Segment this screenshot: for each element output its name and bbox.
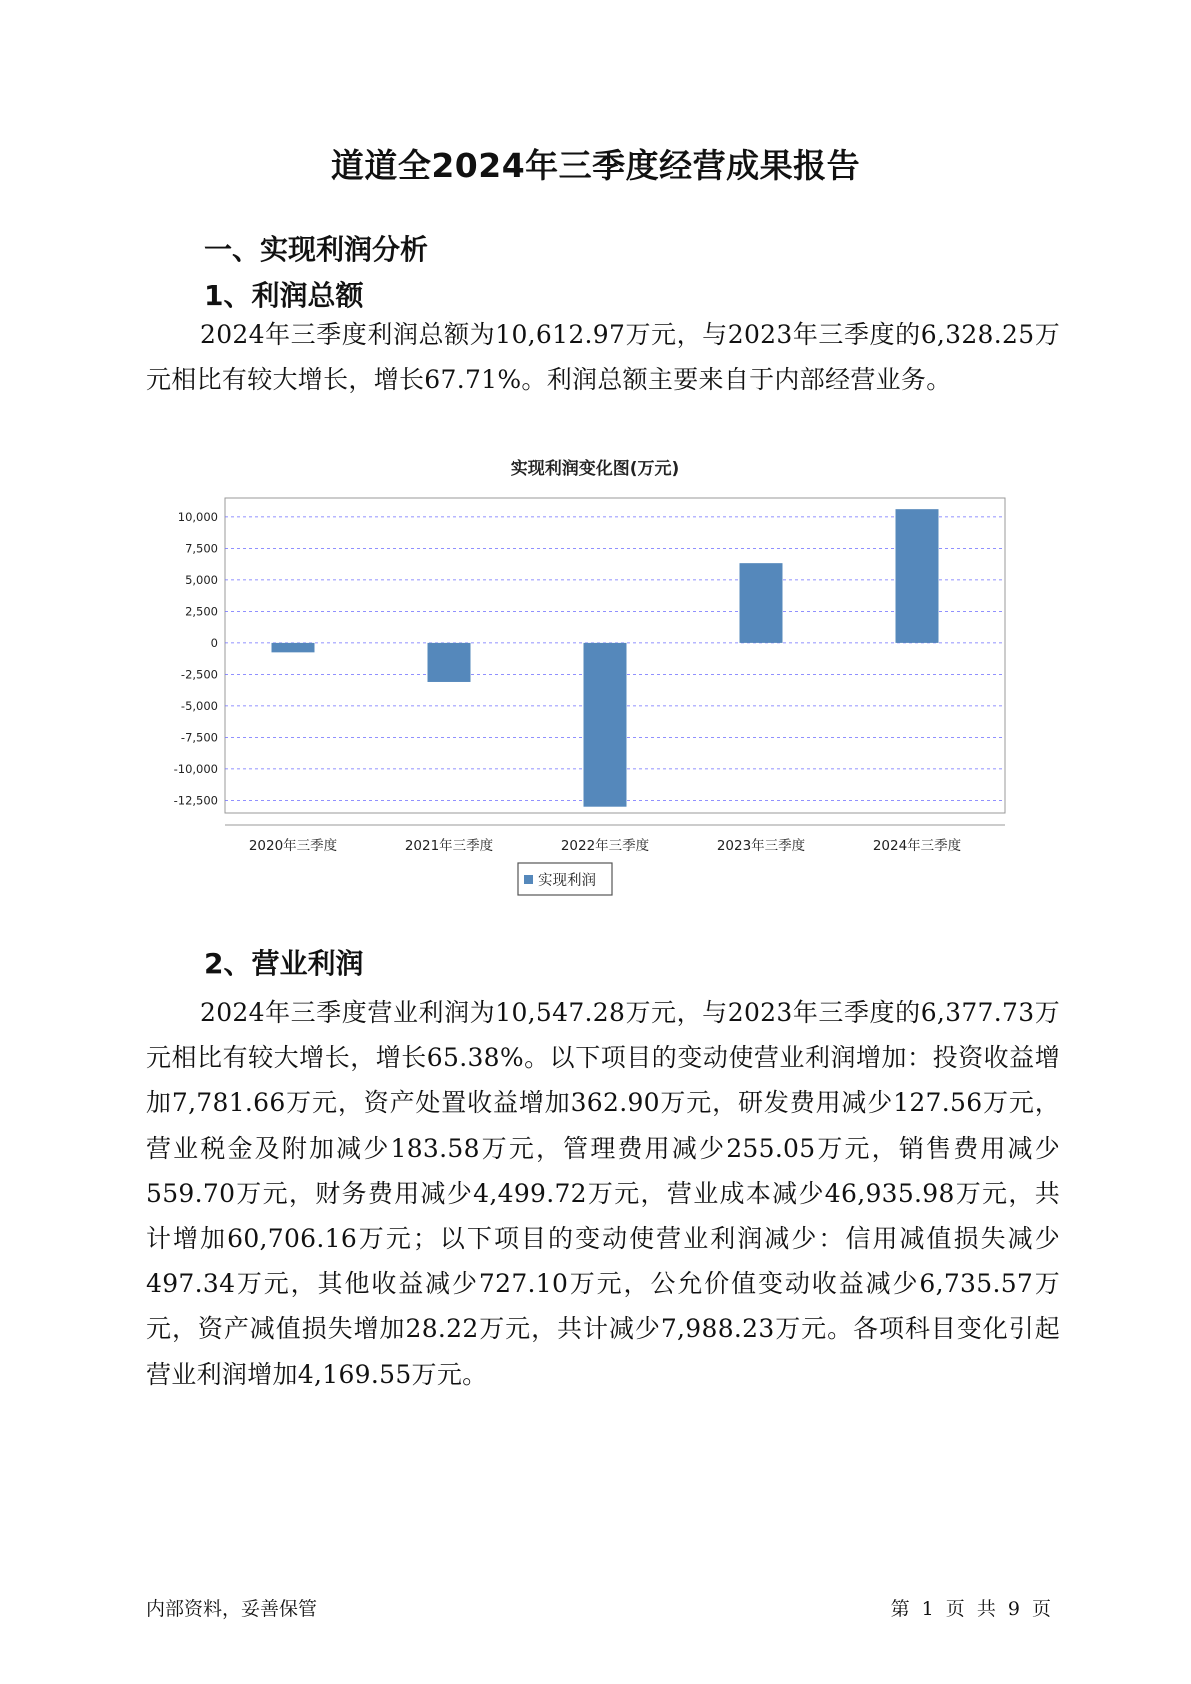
bar (272, 643, 315, 652)
x-tick-label: 2023年三季度 (716, 838, 806, 854)
paragraph-operating-profit: 2024年三季度营业利润为10,547.28万元，与2023年三季度的6,377.73万元相比有较大增长，增长65.38%。以下项目的变动使营业利润增加：投资收益增加7,781.66万元，资产处置收益增加362.90万元，研发费用减少127.56万元，营业税金及附加减少183.58万元，管理费用减少255.05万元，销售费用减少559.70万元，财务费用减少4,499.72万元，营业成本减少46,935.98万元，共计增加60,706.16万元；以下项目的变动使营业利润减少：信用减值损失减少497.34万元，其他收益减少727.10万元，公允价值变动收益减少6,735.57万元，资产减值损失增加28.22万元，共计减少7,988.23万元。各项科目变化引起营业利润增加4,169.55万元。 (146, 998, 1060, 1389)
y-tick-label: 0 (210, 635, 218, 650)
chart-title: 实现利润变化图(万元) (510, 459, 680, 479)
y-tick-label: 5,000 (185, 572, 218, 587)
x-tick-label: 2022年三季度 (560, 838, 650, 854)
y-tick-label: -10,000 (173, 761, 218, 776)
section-heading-profit-analysis: 一、实现利润分析 (204, 233, 429, 266)
bar (740, 563, 783, 643)
bar (896, 509, 939, 643)
x-tick-label: 2020年三季度 (248, 838, 338, 854)
y-tick-label: -12,500 (173, 793, 218, 808)
footer-confidential-note: 内部资料，妥善保管 (146, 1598, 318, 1620)
y-tick-label: 7,500 (185, 541, 218, 556)
subsection-heading-total-profit: 1、利润总额 (204, 279, 364, 312)
y-tick-label: -2,500 (180, 667, 218, 682)
y-tick-label: -7,500 (180, 730, 218, 745)
x-tick-label: 2024年三季度 (872, 838, 962, 854)
y-tick-label: -5,000 (180, 698, 218, 713)
profit-bar-chart (160, 450, 1020, 889)
y-tick-label: 2,500 (185, 604, 218, 619)
x-tick-label: 2021年三季度 (404, 838, 494, 854)
bar (584, 643, 627, 807)
subsection-heading-operating-profit: 2、营业利润 (204, 947, 364, 980)
legend-swatch (524, 875, 533, 884)
paragraph-total-profit: 2024年三季度利润总额为10,612.97万元，与2023年三季度的6,328.25万元相比有较大增长，增长67.71%。利润总额主要来自于内部经营业务。 (146, 320, 1060, 395)
legend-label: 实现利润 (538, 873, 596, 889)
footer-page-number: 第 1 页 共 9 页 (890, 1598, 1051, 1620)
y-tick-label: 10,000 (177, 509, 218, 524)
bar (428, 643, 471, 682)
document-title: 道道全2024年三季度经营成果报告 (330, 146, 861, 185)
